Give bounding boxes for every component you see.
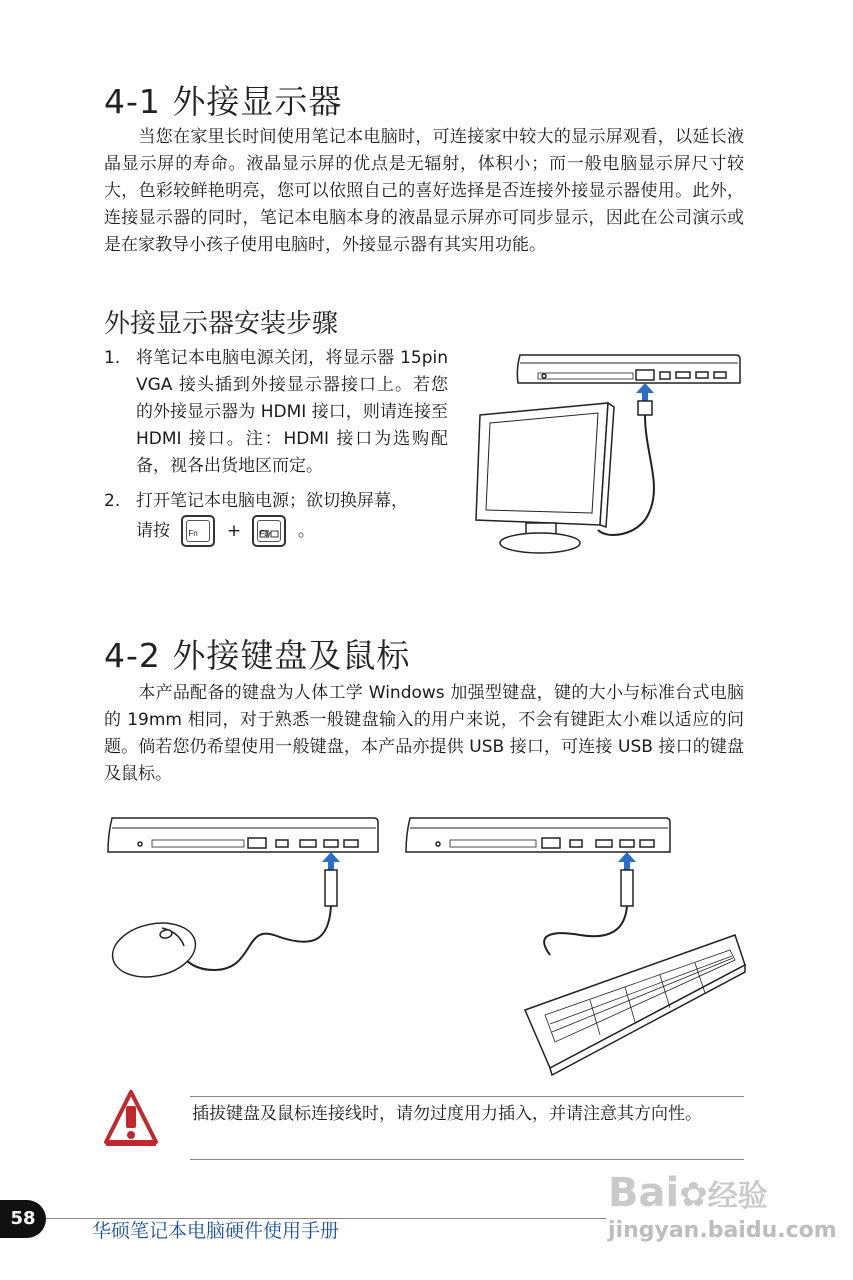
laptop-icon [406, 818, 670, 852]
mouse-connection-illustration [104, 810, 384, 990]
laptop-icon [108, 818, 378, 852]
watermark-brand2: 经验 [707, 1179, 768, 1214]
warning-text: 插拔键盘及鼠标连接线时，请勿过度用力插入，并请注意其方向性。 [192, 1104, 702, 1124]
monitor-connection-illustration [468, 345, 748, 560]
step-1 [104, 345, 448, 480]
install-steps [104, 345, 448, 547]
step-2-text: 打开笔记本电脑电源；欲切换屏幕， [136, 491, 408, 511]
watermark-url: jingyan.baidu.com [608, 1218, 837, 1243]
f8-key-label: F8 [259, 529, 269, 538]
page-number: 58 [0, 1200, 46, 1238]
watermark-brand: Bai [608, 1170, 680, 1216]
watermark-logo [608, 1170, 768, 1216]
section2-paragraph [104, 680, 744, 788]
fn-key-label: Fn [188, 529, 198, 538]
monitor-icon [476, 403, 614, 553]
arrow-up-icon [322, 852, 340, 870]
section1-subtitle: 外接显示器安装步骤 [104, 309, 339, 339]
warning-box [190, 1096, 744, 1160]
step-2-number: 2. [104, 491, 121, 511]
arrow-up-icon [618, 852, 636, 870]
section1-paragraph-text: 当您在家里长时间使用笔记本电脑时，可连接家中较大的显示屏观看，以延长液晶显示屏的寿命。液晶显示屏的优点是无辐射，体积小；而一般电脑显示屏尺寸较大，色彩较鲜艳明亮，您可以依照自己的喜好选择是否连接外接显示器使用。此外，连接显示器的同时，笔记本电脑本身的液晶显示屏亦可同步显示，因此在公司演示或是在家教导小孩子使用电脑时，外接显示器有其实用功能。 [104, 127, 744, 255]
paw-icon: ✿ [679, 1175, 708, 1215]
step-1-text: 将笔记本电脑电源关闭，将显示器 15pin VGA 接头插到外接显示器接口上。若您的外接显示器为 HDMI 接口，则请连接至 HDMI 接口。注：HDMI 接口为选购配备，视各出货地区而定。 [136, 348, 448, 476]
step-2-end: 。 [297, 521, 315, 541]
step-2 [104, 488, 448, 547]
warning-triangle-icon [102, 1088, 160, 1150]
section2-paragraph-text: 本产品配备的键盘为人体工学 Windows 加强型键盘，键的大小与标准台式电脑的 19mm 相同，对于熟悉一般键盘输入的用户来说，不会有键距太小难以适应的问题。倘若您仍希望使用一般键盘，本产品亦提供 USB 接口，可连接 USB 接口的键盘及鼠标。 [104, 683, 744, 784]
section1-paragraph [104, 124, 744, 259]
f8-key-icon [252, 515, 286, 547]
laptop-icon [517, 355, 740, 383]
mouse-icon [108, 916, 201, 984]
manual-title: 华硕笔记本电脑硬件使用手册 [92, 1220, 340, 1242]
fn-key-icon [181, 515, 215, 547]
step-2-text2: 请按 [136, 521, 170, 541]
section1-title: 4-1 外接显示器 [104, 82, 343, 121]
keyboard-connection-illustration [400, 810, 750, 1080]
section2-title: 4-2 外接键盘及鼠标 [104, 636, 411, 675]
arrow-up-icon [636, 383, 654, 401]
plus-sign: + [226, 521, 242, 541]
step-1-number: 1. [104, 348, 121, 368]
keyboard-icon [525, 935, 745, 1075]
